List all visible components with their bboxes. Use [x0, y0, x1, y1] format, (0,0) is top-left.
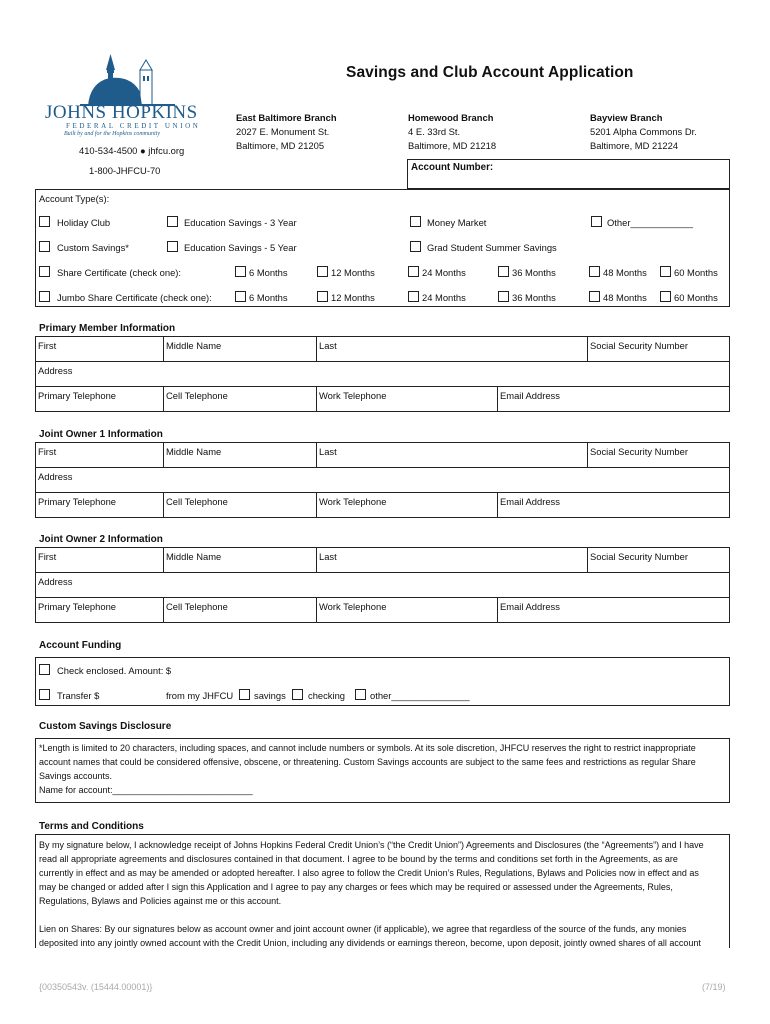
first-name-field[interactable]: First	[38, 551, 57, 562]
cell-telephone-field[interactable]: Cell Telephone	[166, 390, 228, 401]
page-title: Savings and Club Account Application	[346, 64, 634, 81]
jumbo-6mo-checkbox[interactable]	[235, 291, 246, 302]
jumbo-24mo-label: 24 Months	[422, 292, 466, 303]
holiday-club-label: Holiday Club	[57, 217, 111, 228]
share-48mo-checkbox[interactable]	[589, 266, 600, 277]
terms-line: currently in effect and as may be amended or adopted hereafter. I also agree to follow the Credit Union’s Rules, Regulations, Bylaws and Policies now in effect and as	[39, 868, 699, 878]
terms-box	[35, 834, 730, 948]
middle-name-field[interactable]: Middle Name	[166, 340, 222, 351]
grad-student-label: Grad Student Summer Savings	[427, 242, 557, 253]
education-3yr-label: Education Savings - 3 Year	[184, 217, 297, 228]
share-36mo-checkbox[interactable]	[498, 266, 509, 277]
primary-member-table	[35, 336, 730, 412]
email-field[interactable]: Email Address	[500, 601, 560, 612]
holiday-club-checkbox[interactable]	[39, 216, 50, 227]
share-60mo-checkbox[interactable]	[660, 266, 671, 277]
cell-telephone-field[interactable]: Cell Telephone	[166, 601, 228, 612]
primary-telephone-field[interactable]: Primary Telephone	[38, 390, 116, 401]
cell-telephone-field[interactable]: Cell Telephone	[166, 496, 228, 507]
terms-line: Regulations, Bylaws and Policies against me or this account.	[39, 896, 282, 906]
ssn-field[interactable]: Social Security Number	[590, 446, 688, 457]
footer-doc-id: {00350543v. (15444.00001)}	[39, 982, 153, 992]
from-jhfcu-label: from my JHFCU	[166, 690, 234, 701]
jumbo-48mo-label: 48 Months	[603, 292, 647, 303]
custom-savings-checkbox[interactable]	[39, 241, 50, 252]
from-savings-label: savings	[254, 690, 286, 701]
email-field[interactable]: Email Address	[500, 390, 560, 401]
from-savings-checkbox[interactable]	[239, 689, 250, 700]
other-type-checkbox[interactable]	[591, 216, 602, 227]
terms-line: Lien on Shares: By our signatures below as account owner and joint account owner (if applicable), we agree that regardless of the source of the funds, any monies	[39, 924, 687, 934]
terms-heading: Terms and Conditions	[39, 821, 144, 832]
share-12mo-label: 12 Months	[331, 267, 375, 278]
joint-owner-1-heading: Joint Owner 1 Information	[39, 429, 163, 440]
share-48mo-label: 48 Months	[603, 267, 647, 278]
money-market-label: Money Market	[427, 217, 487, 228]
transfer-checkbox[interactable]	[39, 689, 50, 700]
share-60mo-label: 60 Months	[674, 267, 718, 278]
terms-line: By my signature below, I acknowledge receipt of Johns Hopkins Federal Credit Union’s (“the Credit Union”) Agreements and Disclosures (the “Agreements”) and I have	[39, 840, 704, 850]
disclosure-line: *Length is limited to 20 characters, including spaces, and cannot include numbers or symbols. At its sole discretion, JHFCU reserves the right to restrict inappropriate	[39, 743, 696, 753]
footer-revision: (7/19)	[702, 982, 726, 992]
work-telephone-field[interactable]: Work Telephone	[319, 601, 387, 612]
account-number-label: Account Number:	[411, 162, 494, 173]
middle-name-field[interactable]: Middle Name	[166, 446, 222, 457]
branch-bayview	[590, 111, 697, 153]
ssn-field[interactable]: Social Security Number	[590, 551, 688, 562]
first-name-field[interactable]: First	[38, 446, 57, 457]
account-number-box[interactable]	[407, 159, 730, 189]
other-type-label: Other____________	[607, 217, 694, 228]
share-6mo-checkbox[interactable]	[235, 266, 246, 277]
jumbo-6mo-label: 6 Months	[249, 292, 288, 303]
dome-building-icon	[80, 52, 175, 106]
custom-disclosure-heading: Custom Savings Disclosure	[39, 721, 172, 732]
address-field[interactable]: Address	[38, 365, 73, 376]
branch-city: Baltimore, MD 21205	[236, 140, 325, 151]
account-name-field[interactable]: Name for account:____________________________	[39, 785, 253, 795]
last-name-field[interactable]: Last	[319, 340, 337, 351]
branch-name: Homewood Branch	[408, 112, 494, 123]
share-6mo-label: 6 Months	[249, 267, 288, 278]
jumbo-certificate-label: Jumbo Share Certificate (check one):	[57, 292, 212, 303]
jumbo-certificate-checkbox[interactable]	[39, 291, 50, 302]
money-market-checkbox[interactable]	[410, 216, 421, 227]
check-enclosed-label: Check enclosed. Amount: $	[57, 665, 172, 676]
address-field[interactable]: Address	[38, 576, 73, 587]
primary-member-heading: Primary Member Information	[39, 323, 176, 334]
jumbo-36mo-checkbox[interactable]	[498, 291, 509, 302]
jumbo-12mo-label: 12 Months	[331, 292, 375, 303]
share-36mo-label: 36 Months	[512, 267, 556, 278]
share-24mo-label: 24 Months	[422, 267, 466, 278]
terms-line: read all appropriate agreements and disclosures contained in that document. I agree to be bound by the terms and conditions set forth in the Agreements, as are	[39, 854, 678, 864]
last-name-field[interactable]: Last	[319, 551, 337, 562]
terms-line: may be changed or added after I sign this Application and I agree to pay any charges or fees which may be required or assessed under the Agreements, Rules,	[39, 882, 673, 892]
branch-city: Baltimore, MD 21224	[590, 140, 679, 151]
branch-name: Bayview Branch	[590, 112, 663, 123]
disclosure-line: Savings accounts.	[39, 771, 113, 781]
credit-union-logo	[40, 52, 220, 140]
contact-phone-web: 410-534-4500 ● jhfcu.org	[79, 145, 185, 156]
joint-owner-2-table	[35, 547, 730, 623]
branch-street: 2027 E. Monument St.	[236, 126, 330, 137]
work-telephone-field[interactable]: Work Telephone	[319, 390, 387, 401]
jumbo-12mo-checkbox[interactable]	[317, 291, 328, 302]
disclosure-line: account names that could be considered offensive, obscene, or threatening. Custom Savings accounts are subject to the same fees and restrictions as regular Share	[39, 757, 696, 767]
branch-street: 5201 Alpha Commons Dr.	[590, 126, 697, 137]
joint-owner-1-table	[35, 442, 730, 518]
logo-subname: FEDERAL CREDIT UNION	[66, 122, 201, 130]
address-field[interactable]: Address	[38, 471, 73, 482]
share-certificate-label: Share Certificate (check one):	[57, 267, 182, 278]
last-name-field[interactable]: Last	[319, 446, 337, 457]
jumbo-60mo-label: 60 Months	[674, 292, 718, 303]
branch-name: East Baltimore Branch	[236, 112, 337, 123]
jumbo-60mo-checkbox[interactable]	[660, 291, 671, 302]
jumbo-36mo-label: 36 Months	[512, 292, 556, 303]
custom-savings-label: Custom Savings*	[57, 242, 129, 253]
email-field[interactable]: Email Address	[500, 496, 560, 507]
from-checking-label: checking	[308, 690, 346, 701]
terms-line: deposited into any jointly owned account with the Credit Union, including any dividends or earnings thereon, become, upon deposit, jointly owned shares of all account	[39, 938, 701, 948]
share-24mo-checkbox[interactable]	[408, 266, 419, 277]
primary-telephone-field[interactable]: Primary Telephone	[38, 601, 116, 612]
terms-text	[39, 838, 727, 948]
from-checking-checkbox[interactable]	[292, 689, 303, 700]
jumbo-24mo-checkbox[interactable]	[408, 291, 419, 302]
branch-homewood	[408, 111, 496, 153]
ssn-field[interactable]: Social Security Number	[590, 340, 688, 351]
from-other-checkbox[interactable]	[355, 689, 366, 700]
joint-owner-2-heading: Joint Owner 2 Information	[39, 534, 163, 545]
education-5yr-label: Education Savings - 5 Year	[184, 242, 297, 253]
work-telephone-field[interactable]: Work Telephone	[319, 496, 387, 507]
check-enclosed-checkbox[interactable]	[39, 664, 50, 675]
primary-telephone-field[interactable]: Primary Telephone	[38, 496, 116, 507]
contact-tollfree: 1-800-JHFCU-70	[89, 165, 161, 176]
grad-student-checkbox[interactable]	[410, 241, 421, 252]
from-other-label: other_______________	[370, 690, 470, 701]
branch-street: 4 E. 33rd St.	[408, 126, 461, 137]
education-5yr-checkbox[interactable]	[167, 241, 178, 252]
account-funding-heading: Account Funding	[39, 640, 122, 651]
share-certificate-checkbox[interactable]	[39, 266, 50, 277]
jumbo-48mo-checkbox[interactable]	[589, 291, 600, 302]
first-name-field[interactable]: First	[38, 340, 57, 351]
account-types-box	[35, 189, 730, 307]
middle-name-field[interactable]: Middle Name	[166, 551, 222, 562]
account-types-heading: Account Type(s):	[39, 193, 110, 204]
branch-city: Baltimore, MD 21218	[408, 140, 497, 151]
share-12mo-checkbox[interactable]	[317, 266, 328, 277]
transfer-label: Transfer $	[57, 690, 100, 701]
logo-name: JOHNS HOPKINS	[45, 102, 198, 123]
logo-tagline: Built by and for the Hopkins community	[64, 131, 160, 137]
custom-disclosure-text	[39, 741, 727, 797]
education-3yr-checkbox[interactable]	[167, 216, 178, 227]
branch-east-baltimore	[236, 111, 337, 153]
